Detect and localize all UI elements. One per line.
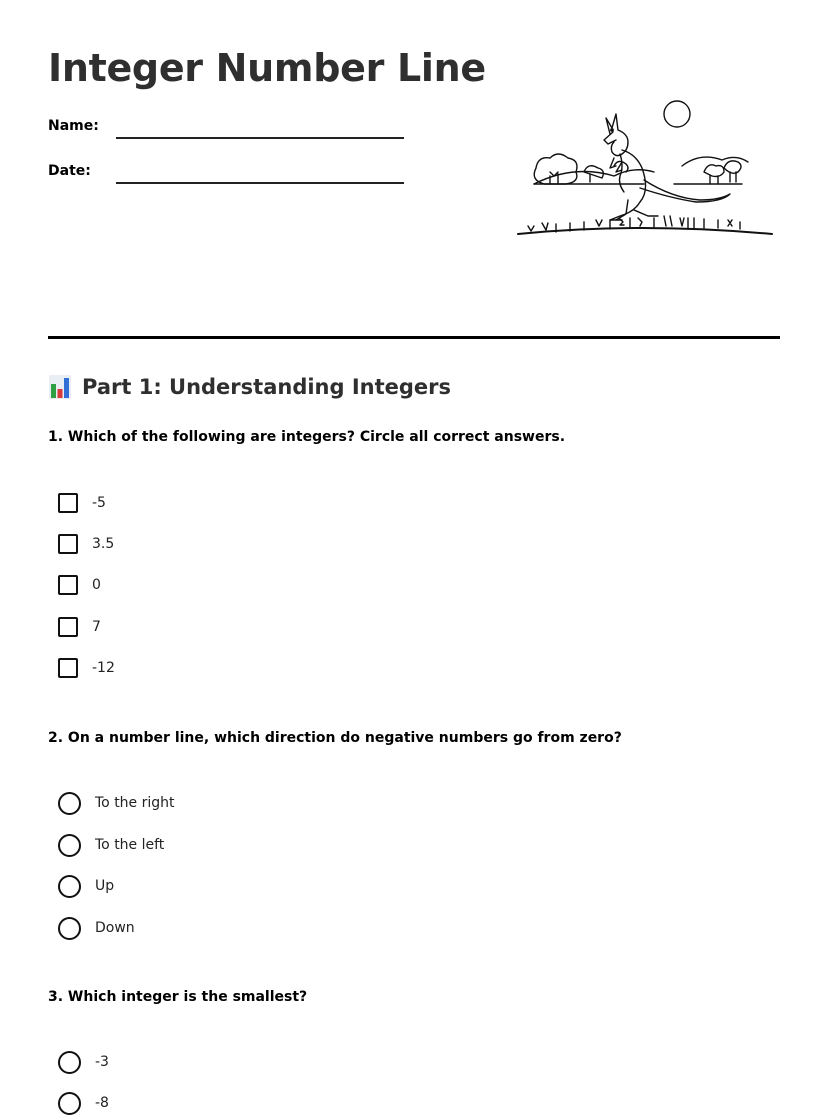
option-q1-1[interactable] [58,491,106,515]
option-q2-3[interactable] [58,874,114,898]
question-3: 3. Which integer is the smallest? [48,989,308,1005]
date-line[interactable] [116,182,404,184]
option-q1-4[interactable] [58,615,101,639]
option-label: Down [95,920,135,936]
option-label: -3 [95,1054,109,1070]
checkbox[interactable] [58,493,78,513]
question-2: 2. On a number line, which direction do negative numbers go from zero? [48,730,622,746]
checkbox[interactable] [58,534,78,554]
radio-button[interactable] [58,834,81,857]
option-q3-1[interactable] [58,1050,109,1074]
option-q2-4[interactable] [58,916,135,940]
option-label: -12 [92,660,115,676]
section-divider [48,336,780,339]
option-label: -5 [92,495,106,511]
option-label: 7 [92,619,101,635]
option-label: -8 [95,1095,109,1111]
option-label: To the right [95,795,175,811]
option-label: 3.5 [92,536,115,552]
option-label: 0 [92,577,101,593]
section-title: Part 1: Understanding Integers [82,375,452,399]
radio-button[interactable] [58,792,81,815]
bar-chart-icon [48,374,72,400]
radio-button[interactable] [58,1092,81,1115]
radio-button[interactable] [58,917,81,940]
option-label: To the left [95,837,165,853]
option-q2-1[interactable] [58,791,175,815]
option-q1-2[interactable] [58,532,114,556]
option-q1-5[interactable] [58,656,115,680]
option-q2-2[interactable] [58,833,164,857]
name-line[interactable] [116,137,404,139]
name-label: Name: [48,118,99,134]
option-q3-2[interactable] [58,1091,109,1115]
question-1: 1. Which of the following are integers? Circle all correct answers. [48,429,566,445]
option-q1-3[interactable] [58,573,101,597]
checkbox[interactable] [58,575,78,595]
kangaroo-illustration [514,92,776,242]
option-label: Up [95,878,115,894]
checkbox[interactable] [58,617,78,637]
radio-button[interactable] [58,875,81,898]
date-label: Date: [48,163,91,179]
section-header-part1 [48,374,451,400]
radio-button[interactable] [58,1051,81,1074]
page-title: Integer Number Line [48,46,486,90]
checkbox[interactable] [58,658,78,678]
